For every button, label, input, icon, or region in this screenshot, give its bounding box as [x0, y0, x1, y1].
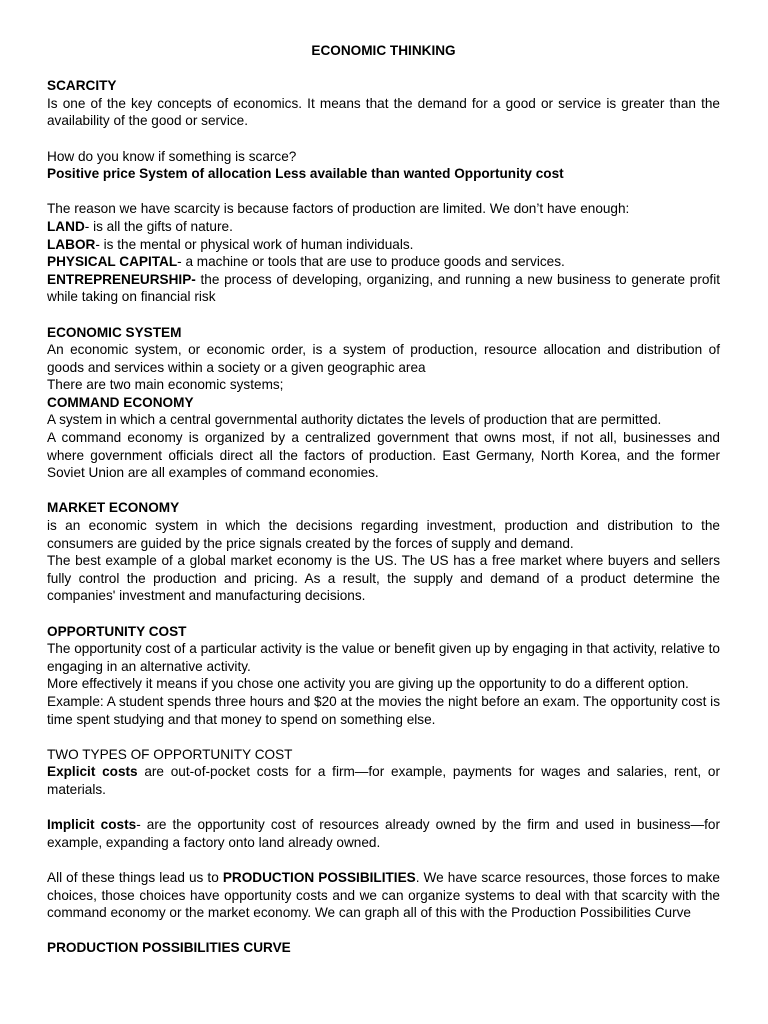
market-economy-p1: is an economic system in which the decisions regarding investment, production and distribution to the consumers are guided by the price signals created by the forces of supply and demand.: [47, 518, 720, 551]
implicit-costs: [47, 816, 720, 851]
factor-term: LAND: [47, 218, 85, 234]
opportunity-cost-p1: The opportunity cost of a particular activity is the value or benefit given up by engaging in that activity, relative to engaging in an alternative activity.: [47, 641, 720, 674]
factor-labor: [47, 236, 720, 254]
factors-of-production: [47, 200, 720, 306]
command-economy-p1: A system in which a central governmental authority dictates the levels of production that are permitted.: [47, 412, 662, 428]
opportunity-cost-example: Example: A student spends three hours and $20 at the movies the night before an exam. The opportunity cost is time spent studying and that money to spend on something else.: [47, 693, 720, 727]
economic-system-intro: There are two main economic systems;: [47, 377, 284, 393]
implicit-costs-term: Implicit costs: [47, 817, 137, 833]
factor-text: - a machine or tools that are use to produce goods and services.: [177, 254, 565, 270]
page-title: ECONOMIC THINKING: [311, 43, 456, 58]
explicit-costs-text: are out-of-pocket costs for a firm—for example, payments for wages and salaries, rent, or materials.: [47, 764, 720, 797]
scarcity-answer: Positive price System of allocation Less available than wanted Opportunity cost: [47, 166, 564, 182]
explicit-costs-term: Explicit costs: [47, 764, 138, 780]
scarcity-question-block: [47, 148, 720, 183]
factor-text: - is all the gifts of nature.: [84, 218, 233, 234]
cost-types-section: [47, 746, 720, 799]
summary-term: PRODUCTION POSSIBILITIES: [222, 869, 416, 885]
summary-lead: All of these things lead us to: [47, 869, 223, 885]
scarcity-heading: SCARCITY: [47, 78, 117, 94]
factor-physical-capital: [47, 253, 720, 271]
factor-term: ENTREPRENEURSHIP-: [47, 271, 196, 287]
implicit-costs-text: - are the opportunity cost of resources already owned by the firm and used in business—for example, expanding a factory onto land already owned.: [47, 817, 721, 850]
scarcity-section: [47, 77, 720, 130]
economic-system-section: [47, 324, 720, 482]
economic-system-definition: An economic system, or economic order, is a system of production, resource allocation and distribution of goods and services within a society or a given geographic area: [47, 342, 720, 375]
factor-term: PHYSICAL CAPITAL: [47, 254, 178, 270]
factor-land: [47, 218, 720, 236]
opportunity-cost-section: [47, 623, 720, 729]
market-economy-p2: The best example of a global market economy is the US. The US has a free market where buyers and sellers fully control the production and pricing. As a result, the supply and demand of a product determine the companies' investment and manufacturing decisions.: [47, 553, 720, 604]
factor-entrepreneurship: [47, 271, 720, 306]
command-economy-heading: COMMAND ECONOMY: [47, 394, 194, 410]
market-economy-section: [47, 499, 720, 605]
ppc-heading: PRODUCTION POSSIBILITIES CURVE: [47, 940, 291, 956]
opportunity-cost-heading: OPPORTUNITY COST: [47, 623, 187, 639]
economic-system-heading: ECONOMIC SYSTEM: [47, 324, 182, 340]
market-economy-heading: MARKET ECONOMY: [47, 500, 180, 516]
factor-term: LABOR: [47, 236, 96, 252]
factor-text: the process of developing, organizing, and running a new business to generate profit while taking on financial risk: [47, 271, 720, 305]
opportunity-cost-p2: More effectively it means if you chose one activity you are giving up the opportunity to do a different option.: [47, 676, 689, 692]
cost-types-heading: TWO TYPES OF OPPORTUNITY COST: [47, 746, 293, 762]
explicit-costs: [47, 763, 720, 798]
document-page: [47, 42, 720, 957]
scarcity-question: How do you know if something is scarce?: [47, 148, 297, 164]
scarcity-reason: The reason we have scarcity is because factors of production are limited. We don’t have enough:: [47, 201, 630, 217]
factor-text: - is the mental or physical work of human individuals.: [95, 236, 414, 252]
scarcity-definition: Is one of the key concepts of economics. It means that the demand for a good or service is greater than the availability of the good or service.: [47, 95, 720, 129]
command-economy-p2: A command economy is organized by a centralized government that owns most, if not all, businesses and where government officials direct all the factors of production. East Germany, North Korea, and the former Soviet Union are all examples of command economies.: [47, 430, 720, 481]
summary-text: . We have scarce resources, those forces to make choices, those choices have opportunity costs and we can organize systems to deal with that scarcity with the command economy or the market economy. We can graph all of this with the Production Possibilities Curve: [47, 869, 720, 921]
summary-section: [47, 869, 720, 922]
implicit-costs-block: [47, 816, 720, 851]
summary-paragraph: [47, 869, 720, 922]
